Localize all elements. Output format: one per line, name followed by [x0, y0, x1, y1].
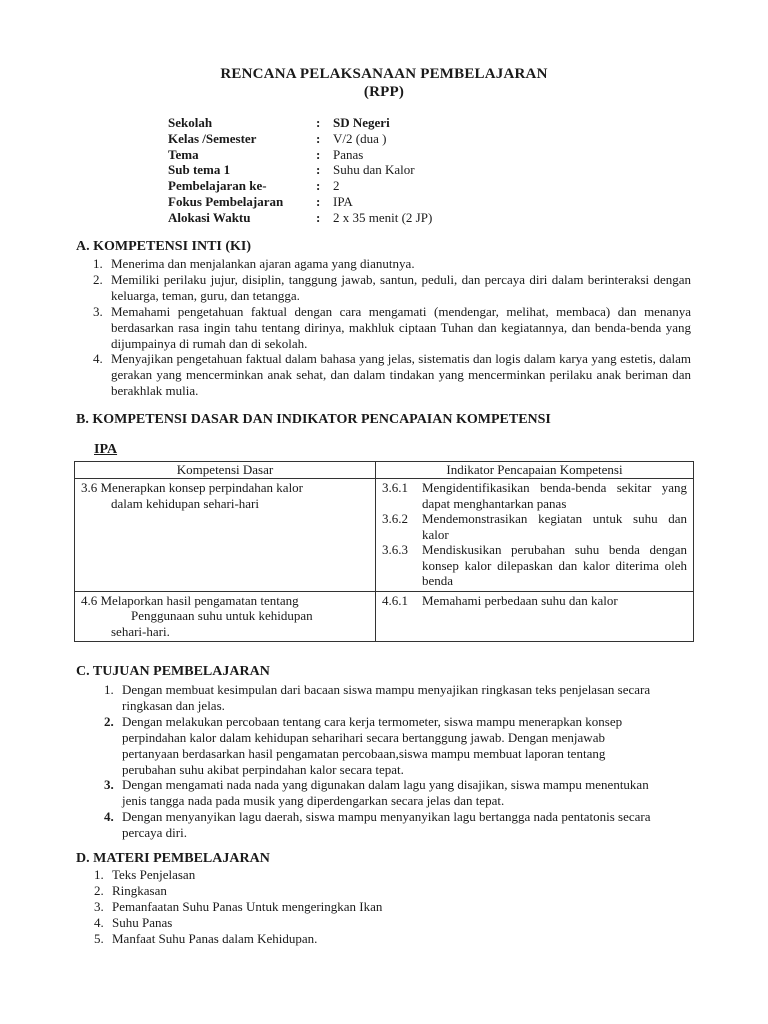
list-item-text: Memiliki perilaku jujur, disiplin, tanggung jawab, santun, peduli, dan percaya diri dalam berinteraksi dengan keluarga, teman, guru, dan tetangga.	[111, 271, 691, 303]
basic-competence-cell	[75, 591, 376, 642]
identity-colon: :	[316, 178, 321, 194]
learning-goals-list	[104, 682, 662, 841]
table-header-basic-competence: Kompetensi Dasar	[75, 462, 376, 479]
identity-row	[168, 115, 432, 131]
list-number: 1.	[93, 256, 103, 271]
list-item-text: Suhu Panas	[112, 914, 173, 930]
competence-table	[74, 461, 694, 642]
list-item-text: Memahami pengetahuan faktual dengan cara mengamati (mendengar, melihat, membaca) dan menanya berdasarkan rasa ingin tahu tentang dirinya, makhluk ciptaan Tuhan dan kegiatannya, dan benda-benda yang dijumpainya di rumah dan di sekolah.	[111, 303, 691, 351]
list-number: 3.	[94, 898, 104, 914]
identity-row	[168, 210, 432, 226]
indicator-item	[382, 542, 687, 589]
list-item	[93, 256, 691, 272]
identity-colon: :	[316, 115, 321, 130]
table-row	[75, 591, 694, 642]
identity-row	[168, 194, 432, 210]
indicator-text: Mengidentifikasikan benda-benda sekitar yang dapat menghantarkan panas	[422, 480, 687, 511]
indicator-cell	[376, 479, 694, 592]
list-number: 5.	[94, 930, 104, 946]
identity-colon: :	[316, 130, 321, 146]
identity-value: Suhu dan Kalor	[333, 162, 415, 178]
list-item	[104, 777, 662, 809]
identity-value: 2	[333, 178, 340, 194]
identity-label: Sub tema 1	[168, 162, 231, 178]
list-number: 1.	[94, 867, 104, 882]
list-number: 2.	[104, 713, 114, 729]
basic-competence-text-cont: Penggunaan suhu untuk kehidupan	[131, 608, 313, 623]
list-item	[104, 682, 662, 714]
subject-label: IPA	[94, 442, 118, 457]
list-item-text: Teks Penjelasan	[112, 867, 196, 882]
table-header-indicator: Indikator Pencapaian Kompetensi	[376, 462, 694, 479]
core-competence-list	[93, 256, 691, 399]
learning-material-list	[94, 867, 652, 947]
list-item	[93, 303, 691, 352]
list-item-text: Dengan menyanyikan lagu daerah, siswa mampu menyanyikan lagu bertangga nada pentatonis secara percaya diri.	[122, 809, 651, 841]
list-item	[93, 271, 691, 304]
list-number: 2.	[94, 882, 104, 898]
table-row	[75, 479, 694, 592]
identity-label: Sekolah	[168, 115, 213, 130]
list-number: 2.	[93, 271, 103, 287]
identity-label: Alokasi Waktu	[168, 209, 251, 225]
basic-competence-cell	[75, 479, 376, 592]
identity-value: V/2 (dua )	[333, 130, 387, 146]
list-item	[94, 867, 652, 883]
indicator-code: 3.6.2	[382, 511, 408, 526]
identity-colon: :	[316, 209, 321, 225]
identity-value: 2 x 35 menit (2 JP)	[333, 209, 433, 225]
indicator-code: 4.6.1	[382, 592, 408, 608]
indicator-item	[382, 480, 687, 511]
table-header-row	[75, 462, 694, 479]
basic-competence-text: 4.6 Melaporkan hasil pengamatan tentang	[81, 592, 299, 608]
indicator-cell	[376, 591, 694, 642]
list-item	[94, 882, 652, 899]
list-number: 4.	[94, 914, 104, 930]
identity-colon: :	[316, 193, 321, 209]
identity-colon: :	[316, 162, 321, 178]
list-number: 4.	[104, 809, 114, 825]
identity-row	[168, 131, 432, 147]
document-title: RENCANA PELAKSANAAN PEMBELAJARAN	[220, 66, 548, 82]
section-a-heading: A. KOMPETENSI INTI (KI)	[76, 239, 252, 254]
list-item	[94, 930, 652, 947]
list-item	[94, 898, 652, 915]
list-item-text: Menerima dan menjalankan ajaran agama yang dianutnya.	[111, 256, 415, 271]
list-number: 4.	[93, 351, 103, 367]
indicator-item	[382, 511, 687, 542]
list-item	[104, 809, 662, 841]
list-number: 3.	[104, 777, 114, 793]
indicator-code: 3.6.3	[382, 542, 408, 557]
list-item-text: Manfaat Suhu Panas dalam Kehidupan.	[112, 930, 318, 946]
list-number: 3.	[93, 303, 103, 319]
basic-competence-text-cont: dalam kehidupan sehari-hari	[111, 495, 259, 511]
identity-label: Pembelajaran ke-	[168, 178, 267, 194]
basic-competence-text-cont: sehari-hari.	[111, 623, 170, 639]
list-item-text: Menyajikan pengetahuan faktual dalam bahasa yang jelas, sistematis dan logis dalam karya yang estetis, dalam gerakan yang mencerminkan anak sehat, dan dalam tindakan yang mencerminkan perilaku anak beriman dan berakhlak mulia.	[111, 351, 691, 399]
identity-label: Kelas /Semester	[168, 130, 257, 146]
list-item	[93, 351, 691, 399]
section-d-heading: D. MATERI PEMBELAJARAN	[76, 851, 270, 866]
indicator-text: Mendiskusikan perubahan suhu benda dengan konsep kalor dilepaskan dan kalor diterima oleh benda	[422, 542, 687, 588]
list-item	[104, 713, 662, 778]
section-b-heading: B. KOMPETENSI DASAR DAN INDIKATOR PENCAPAIAN KOMPETENSI	[76, 412, 551, 427]
list-item-text: Dengan mengamati nada nada yang digunakan dalam lagu yang disajikan, siswa mampu menentukan jenis tangga nada pada musik yang diperdengarkan secara jelas dan tepat.	[122, 777, 649, 809]
list-item-text: Dengan membuat kesimpulan dari bacaan siswa mampu menyajikan ringkasan teks penjelasan secara ringkasan dan jelas.	[122, 682, 651, 713]
identity-block	[168, 115, 432, 226]
indicator-code: 3.6.1	[382, 480, 408, 495]
indicator-text: Memahami perbedaan suhu dan kalor	[422, 592, 618, 608]
identity-row	[168, 147, 432, 163]
list-item-text: Dengan melakukan percobaan tentang cara kerja termometer, siswa mampu menerapkan konsep perpindahan kalor dalam kehidupan seharihari secara bertanggung jawab. Dengan menjawab pertanyaan berdasarkan hasil pengamatan percobaan,siswa mampu membuat laporan tentang perubahan suhu akibat perpindahan kalor secara tepat.	[122, 713, 623, 777]
section-c-heading: C. TUJUAN PEMBELAJARAN	[76, 664, 270, 679]
indicator-text: Mendemonstrasikan kegiatan untuk suhu dan kalor	[422, 511, 687, 542]
identity-value: SD Negeri	[333, 115, 390, 130]
document-subtitle: (RPP)	[363, 84, 405, 100]
identity-row	[168, 162, 432, 178]
identity-value: Panas	[333, 146, 364, 162]
identity-label: Tema	[168, 146, 199, 162]
list-item	[94, 914, 652, 931]
basic-competence-text: 3.6 Menerapkan konsep perpindahan kalor	[81, 480, 304, 495]
list-item-text: Pemanfaatan Suhu Panas Untuk mengeringkan Ikan	[112, 898, 383, 914]
identity-value: IPA	[333, 193, 353, 209]
identity-row	[168, 178, 432, 194]
identity-colon: :	[316, 146, 321, 162]
list-item-text: Ringkasan	[112, 882, 167, 898]
indicator-item	[382, 593, 687, 609]
identity-label: Fokus Pembelajaran	[168, 193, 284, 209]
list-number: 1.	[104, 682, 114, 697]
